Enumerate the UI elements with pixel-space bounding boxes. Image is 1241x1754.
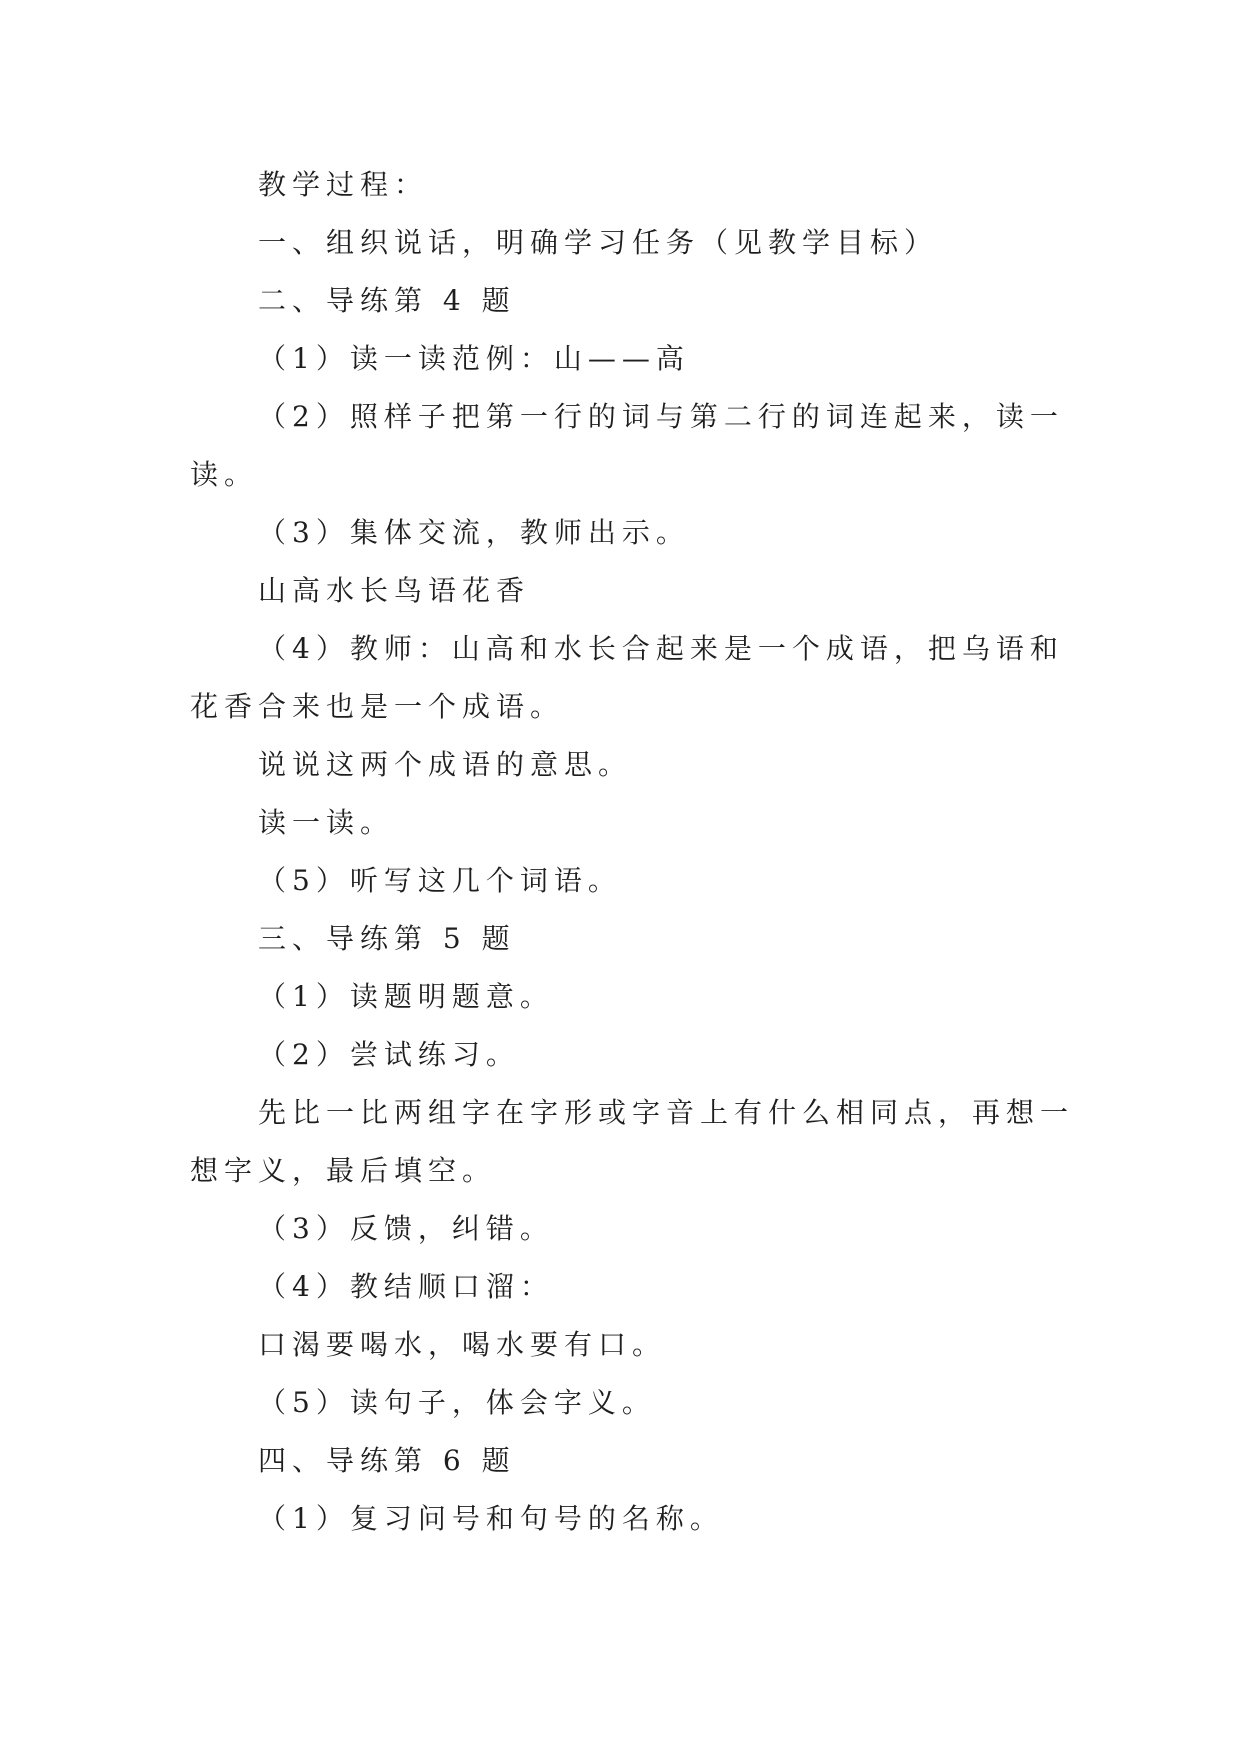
rhyme-text: 口渴要喝水，喝水要有口。 xyxy=(258,1328,667,1361)
document-body xyxy=(190,156,1090,1548)
step-item: （4）教师：山高和水长合起来是一个成语，把乌语和花香合来也是一个成语。 xyxy=(190,632,1064,723)
step-item: （1）读题明题意。 xyxy=(258,980,554,1013)
section-heading-2: 二、导练第 4 题 xyxy=(258,284,516,317)
step-item: （1）读一读范例：山——高 xyxy=(258,342,690,375)
section-heading-4: 四、导练第 6 题 xyxy=(258,1444,516,1477)
step-item: （1）复习问号和句号的名称。 xyxy=(258,1502,724,1535)
step-item: （2）尝试练习。 xyxy=(258,1038,520,1071)
body-text: 读一读。 xyxy=(258,806,395,839)
section-title-teaching-process: 教学过程： xyxy=(258,168,429,201)
body-text: 先比一比两组字在字形或字音上有什么相同点，再想一想字义，最后填空。 xyxy=(190,1096,1075,1187)
section-heading-3: 三、导练第 5 题 xyxy=(258,922,516,955)
step-item: （3）集体交流，教师出示。 xyxy=(258,516,690,549)
example-words: 山高水长鸟语花香 xyxy=(258,574,531,607)
step-item: （4）教结顺口溜： xyxy=(258,1270,554,1303)
section-heading-1: 一、组织说话，明确学习任务（见教学目标） xyxy=(258,226,939,259)
step-item: （5）读句子，体会字义。 xyxy=(258,1386,656,1419)
step-item: （2）照样子把第一行的词与第二行的词连起来，读一读。 xyxy=(190,400,1064,491)
body-text: 说说这两个成语的意思。 xyxy=(258,748,633,781)
step-item: （5）听写这几个词语。 xyxy=(258,864,622,897)
step-item: （3）反馈，纠错。 xyxy=(258,1212,554,1245)
